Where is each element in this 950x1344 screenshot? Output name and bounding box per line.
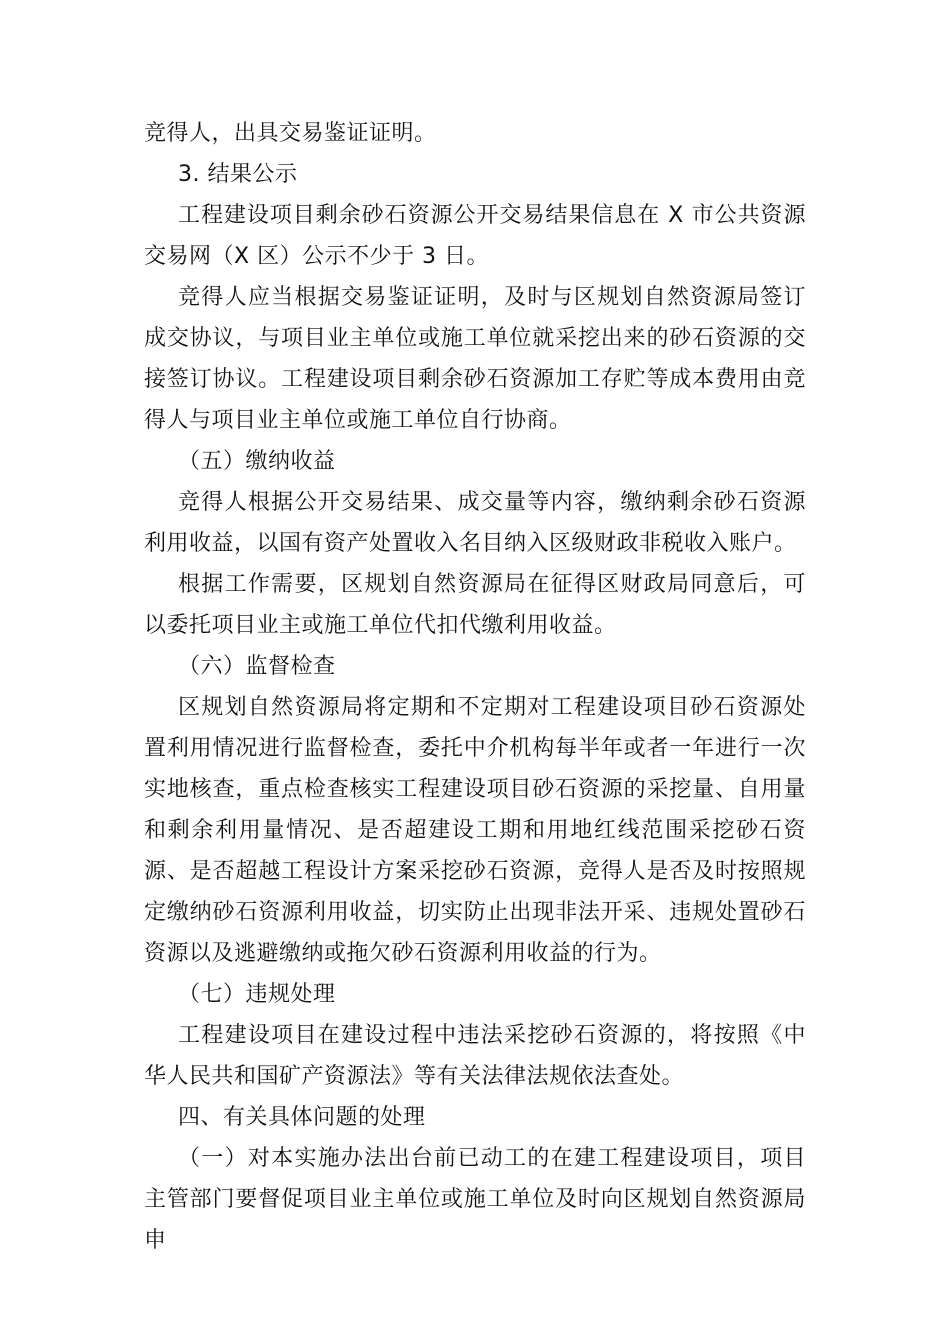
paragraph-agreement: 竞得人应当根据交易鉴证证明，及时与区规划自然资源局签订成交协议，与项目业主单位或施工单位就采挖出来的砂石资源的交接签订协议。工程建设项目剩余砂石资源加工存贮等成本费用由竞得人与项目业主单位或施工单位自行协商。	[144, 285, 806, 433]
paragraph-supervision: 区规划自然资源局将定期和不定期对工程建设项目砂石资源处置利用情况进行监督检查，委托中介机构每半年或者一年进行一次实地核查，重点检查核实工程建设项目砂石资源的采挖量、自用量和剩余利用量情况、是否超建设工期和用地红线范围采挖砂石资源、是否超越工程设计方案采挖砂石资源，竞得人是否及时按照规定缴纳砂石资源利用收益，切实防止出现非法开采、违规处置砂石资源以及逃避缴纳或拖欠砂石资源利用收益的行为。	[144, 695, 806, 966]
paragraph-withholding: 根据工作需要，区规划自然资源局在征得区财政局同意后，可以委托项目业主或施工单位代扣代缴利用收益。	[144, 572, 806, 638]
subheading-result-publicity: 3. 结果公示	[178, 162, 298, 187]
paragraph-in-progress-projects: （一）对本实施办法出台前已动工的在建工程建设项目，项目主管部门要督促项目业主单位或施工单位及时向区规划自然资源局申	[144, 1146, 806, 1253]
heading-supervision: （六）监督检查	[178, 654, 336, 679]
paragraph-violation: 工程建设项目在建设过程中违法采挖砂石资源的，将按照《中华人民共和国矿产资源法》等有关法律法规依法查处。	[144, 1023, 806, 1089]
heading-payment: （五）缴纳收益	[178, 449, 336, 474]
paragraph-payment: 竞得人根据公开交易结果、成交量等内容，缴纳剩余砂石资源利用收益，以国有资产处置收入名目纳入区级财政非税收入账户。	[144, 490, 806, 556]
heading-violation: （七）违规处理	[178, 982, 336, 1007]
paragraph-publicity: 工程建设项目剩余砂石资源公开交易结果信息在 X 市公共资源交易网（X 区）公示不少于 3 日。	[144, 203, 806, 269]
paragraph-continuation: 竞得人，出具交易鉴证证明。	[144, 121, 437, 146]
heading-section-four: 四、有关具体问题的处理	[178, 1105, 426, 1130]
document-page	[144, 113, 806, 1261]
